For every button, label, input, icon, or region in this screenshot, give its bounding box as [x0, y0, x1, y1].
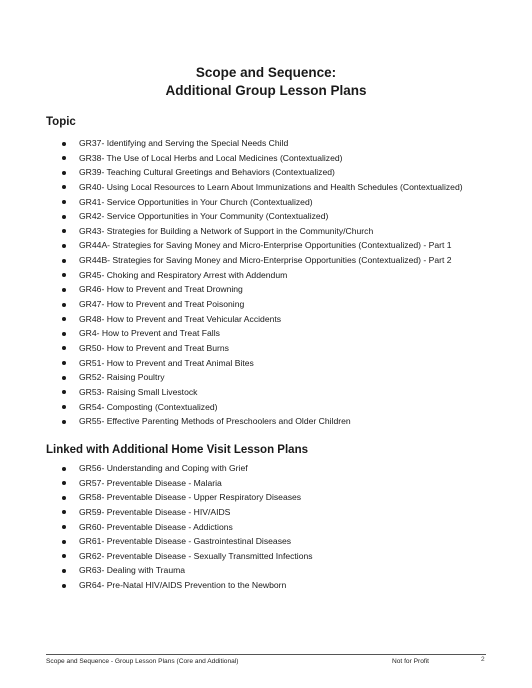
- list-item-text: GR46- How to Prevent and Treat Drowning: [79, 284, 243, 295]
- bullet-icon: [62, 171, 66, 175]
- list-item: [0, 578, 532, 593]
- list-item: [0, 151, 532, 166]
- list-item-text: GR63- Dealing with Trauma: [79, 565, 186, 576]
- bullet-icon: [62, 215, 66, 219]
- list-item-text: GR62- Preventable Disease - Sexually Transmitted Infections: [79, 550, 313, 561]
- list-item-text: GR41- Service Opportunities in Your Church (Contextualized): [79, 196, 313, 207]
- bullet-icon: [62, 467, 66, 471]
- page-number: 2: [481, 656, 485, 663]
- list-item-text: GR60- Preventable Disease - Addictions: [79, 521, 233, 532]
- list-item: [0, 326, 532, 341]
- list-item: [0, 195, 532, 210]
- bullet-icon: [62, 496, 66, 500]
- list-item-text: GR44B- Strategies for Saving Money and Micro-Enterprise Opportunities (Contextualized) - Part 2: [79, 255, 452, 266]
- footer-document-title: Scope and Sequence - Group Lesson Plans (Core and Additional): [46, 658, 239, 665]
- footer-not-for-profit: Not for Profit: [392, 658, 430, 665]
- list-item-text: GR44A- Strategies for Saving Money and Micro-Enterprise Opportunities (Contextualized) - Part 1: [79, 240, 452, 251]
- topic-heading: Topic: [46, 116, 76, 128]
- list-item-text: GR57- Preventable Disease - Malaria: [79, 477, 222, 488]
- list-item-text: GR55- Effective Parenting Methods of Preschoolers and Older Children: [79, 416, 351, 427]
- page-title-line-2: Additional Group Lesson Plans: [165, 83, 367, 98]
- list-item: [0, 341, 532, 356]
- list-item-text: GR51- How to Prevent and Treat Animal Bites: [79, 357, 254, 368]
- bullet-icon: [62, 584, 66, 588]
- list-item: [0, 165, 532, 180]
- page-title-line-1: Scope and Sequence:: [195, 65, 337, 80]
- linked-list: [0, 461, 532, 593]
- bullet-icon: [62, 481, 66, 485]
- list-item-text: GR64- Pre-Natal HIV/AIDS Prevention to the Newborn: [79, 580, 287, 591]
- bullet-icon: [62, 346, 66, 350]
- bullet-icon: [62, 376, 66, 380]
- bullet-icon: [62, 569, 66, 573]
- topic-list: [0, 136, 532, 429]
- list-item-text: GR56- Understanding and Coping with Grief: [79, 463, 248, 473]
- linked-heading: Linked with Additional Home Visit Lesson Plans: [46, 444, 308, 456]
- bullet-icon: [62, 185, 66, 189]
- list-item: [0, 563, 532, 578]
- bullet-icon: [62, 156, 66, 160]
- list-item-text: GR38- The Use of Local Herbs and Local Medicines (Contextualized): [79, 152, 343, 163]
- list-item-text: GR54- Composting (Contextualized): [79, 401, 218, 412]
- list-item-text: GR43- Strategies for Building a Network of Support in the Community/Church: [79, 225, 374, 236]
- bullet-icon: [62, 229, 66, 233]
- list-item-text: GR45- Choking and Respiratory Arrest with Addendum: [79, 269, 288, 280]
- bullet-icon: [62, 554, 66, 558]
- list-item-text: GR47- How to Prevent and Treat Poisoning: [79, 299, 245, 310]
- list-item: [0, 400, 532, 415]
- bullet-icon: [62, 288, 66, 292]
- bullet-icon: [62, 420, 66, 424]
- list-item: [0, 312, 532, 327]
- bullet-icon: [62, 405, 66, 409]
- list-item: [0, 385, 532, 400]
- list-item-text: GR52- Raising Poultry: [79, 372, 165, 383]
- list-item-text: GR42- Service Opportunities in Your Community (Contextualized): [79, 211, 329, 222]
- list-item: [0, 253, 532, 268]
- list-item: [0, 209, 532, 224]
- list-item-text: GR59- Preventable Disease - HIV/AIDS: [79, 506, 231, 517]
- list-item-text: GR50- How to Prevent and Treat Burns: [79, 342, 229, 353]
- list-item: [0, 490, 532, 505]
- list-item: [0, 356, 532, 371]
- list-item: [0, 224, 532, 239]
- bullet-icon: [62, 540, 66, 544]
- list-item: [0, 370, 532, 385]
- list-item: [0, 549, 532, 564]
- list-item: [0, 180, 532, 195]
- bullet-icon: [62, 142, 66, 146]
- list-item-text: GR58- Preventable Disease - Upper Respiratory Diseases: [79, 492, 302, 503]
- list-item: [0, 534, 532, 549]
- bullet-icon: [62, 332, 66, 336]
- bullet-icon: [62, 273, 66, 277]
- list-item-text: GR4- How to Prevent and Treat Falls: [79, 328, 220, 339]
- list-item: [0, 520, 532, 535]
- bullet-icon: [62, 361, 66, 365]
- list-item: [0, 505, 532, 520]
- list-item-text: GR37- Identifying and Serving the Special Needs Child: [79, 138, 289, 148]
- bullet-icon: [62, 244, 66, 248]
- list-item-text: GR48- How to Prevent and Treat Vehicular Accidents: [79, 313, 282, 324]
- list-item: [0, 238, 532, 253]
- list-item: [0, 461, 532, 476]
- list-item: [0, 136, 532, 151]
- list-item-text: GR40- Using Local Resources to Learn About Immunizations and Health Schedules (Contextualized): [79, 181, 463, 192]
- list-item: [0, 414, 532, 429]
- list-item: [0, 476, 532, 491]
- bullet-icon: [62, 317, 66, 321]
- list-item: [0, 297, 532, 312]
- list-item-text: GR39- Teaching Cultural Greetings and Behaviors (Contextualized): [79, 167, 335, 178]
- footer-divider: [46, 654, 486, 655]
- bullet-icon: [62, 510, 66, 514]
- bullet-icon: [62, 200, 66, 204]
- bullet-icon: [62, 259, 66, 263]
- list-item-text: GR61- Preventable Disease - Gastrointestinal Diseases: [79, 536, 292, 547]
- bullet-icon: [62, 390, 66, 394]
- bullet-icon: [62, 303, 66, 307]
- bullet-icon: [62, 525, 66, 529]
- list-item-text: GR53- Raising Small Livestock: [79, 386, 198, 397]
- list-item: [0, 268, 532, 283]
- list-item: [0, 282, 532, 297]
